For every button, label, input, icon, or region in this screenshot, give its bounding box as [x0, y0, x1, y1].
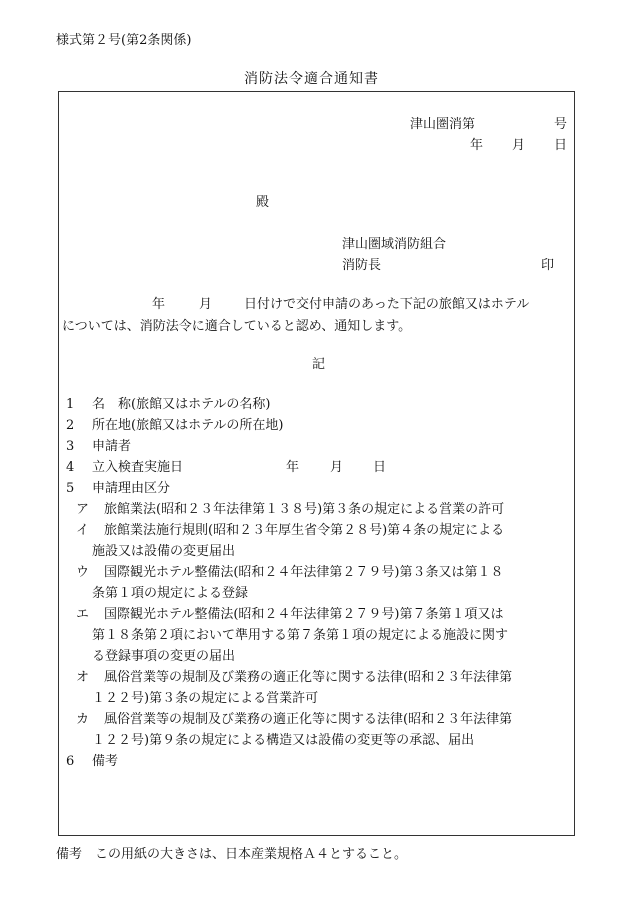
- item-3-text: 申請者: [92, 439, 132, 454]
- reason-o-label: オ: [76, 670, 90, 685]
- body-line-2: については、消防法令に適合していると認め、通知します。: [62, 319, 412, 334]
- item-4-year: 年: [286, 460, 300, 475]
- reason-e-label: エ: [76, 607, 90, 622]
- ref-go: 号: [554, 117, 568, 132]
- ref-month: 月: [512, 138, 526, 153]
- reason-a-line-1: 旅館業法(昭和２３年法律第１３８号)第３条の規定による営業の許可: [104, 502, 505, 517]
- reason-o-line-1: 風俗営業等の規制及び業務の適正化等に関する法律(昭和２３年法律第: [104, 670, 513, 685]
- reason-i-line-2: 施設又は設備の変更届出: [92, 544, 236, 559]
- reason-i-line-1: 旅館業法施行規則(昭和２３年厚生省令第２８号)第４条の規定による: [104, 523, 505, 538]
- item-4-text: 立入検査実施日: [92, 460, 184, 475]
- reason-i-label: イ: [76, 523, 90, 538]
- issuer-chief: 消防長: [342, 258, 382, 273]
- document-title: 消防法令適合通知書: [244, 71, 379, 87]
- body-year: 年: [152, 297, 166, 312]
- item-6-text: 備考: [92, 754, 119, 769]
- item-6-number: 6: [66, 754, 75, 769]
- ki-heading: 記: [312, 357, 326, 372]
- item-4-number: 4: [66, 460, 75, 475]
- item-2-number: 2: [66, 418, 75, 433]
- reason-ka-line-2: １２２号)第９条の規定による構造又は設備の変更等の承認、届出: [92, 733, 475, 748]
- reason-o-line-2: １２２号)第３条の規定による営業許可: [92, 691, 319, 706]
- item-4-day: 日: [373, 460, 387, 475]
- item-1-number: 1: [66, 397, 75, 412]
- addressee-honorific: 殿: [256, 195, 270, 210]
- issuer-org: 津山圏域消防組合: [342, 237, 447, 252]
- item-4-month: 月: [330, 460, 344, 475]
- reason-ka-label: カ: [76, 712, 90, 727]
- body-month: 月: [199, 297, 213, 312]
- reason-u-line-2: 条第１項の規定による登録: [92, 586, 249, 601]
- item-5-number: 5: [66, 481, 75, 496]
- ref-year: 年: [470, 138, 484, 153]
- footnote: 備考 この用紙の大きさは、日本産業規格Ａ４とすること。: [56, 847, 408, 862]
- reason-e-line-2: 第１８条第２項において準用する第７条第１項の規定による施設に関す: [92, 628, 509, 643]
- form-number: 様式第２号(第2条関係): [56, 33, 192, 48]
- reason-e-line-1: 国際観光ホテル整備法(昭和２４年法律第２７９号)第７条第１項又は: [104, 607, 504, 622]
- reason-u-line-1: 国際観光ホテル整備法(昭和２４年法律第２７９号)第３条又は第１８: [104, 565, 504, 580]
- ref-number-label: 津山圏消第: [410, 117, 476, 132]
- reason-ka-line-1: 風俗営業等の規制及び業務の適正化等に関する法律(昭和２３年法律第: [104, 712, 513, 727]
- reason-u-label: ウ: [76, 565, 90, 580]
- ref-day: 日: [554, 138, 568, 153]
- item-1-text: 名 称(旅館又はホテルの名称): [92, 397, 271, 412]
- reason-e-line-3: る登録事項の変更の届出: [92, 649, 236, 664]
- item-2-text: 所在地(旅館又はホテルの所在地): [92, 418, 284, 433]
- body-date-suffix: 日付けで交付申請のあった下記の旅館又はホテル: [244, 297, 530, 312]
- item-5-text: 申請理由区分: [92, 481, 171, 496]
- issuer-seal: 印: [541, 258, 555, 273]
- item-3-number: 3: [66, 439, 75, 454]
- reason-a-label: ア: [76, 502, 90, 517]
